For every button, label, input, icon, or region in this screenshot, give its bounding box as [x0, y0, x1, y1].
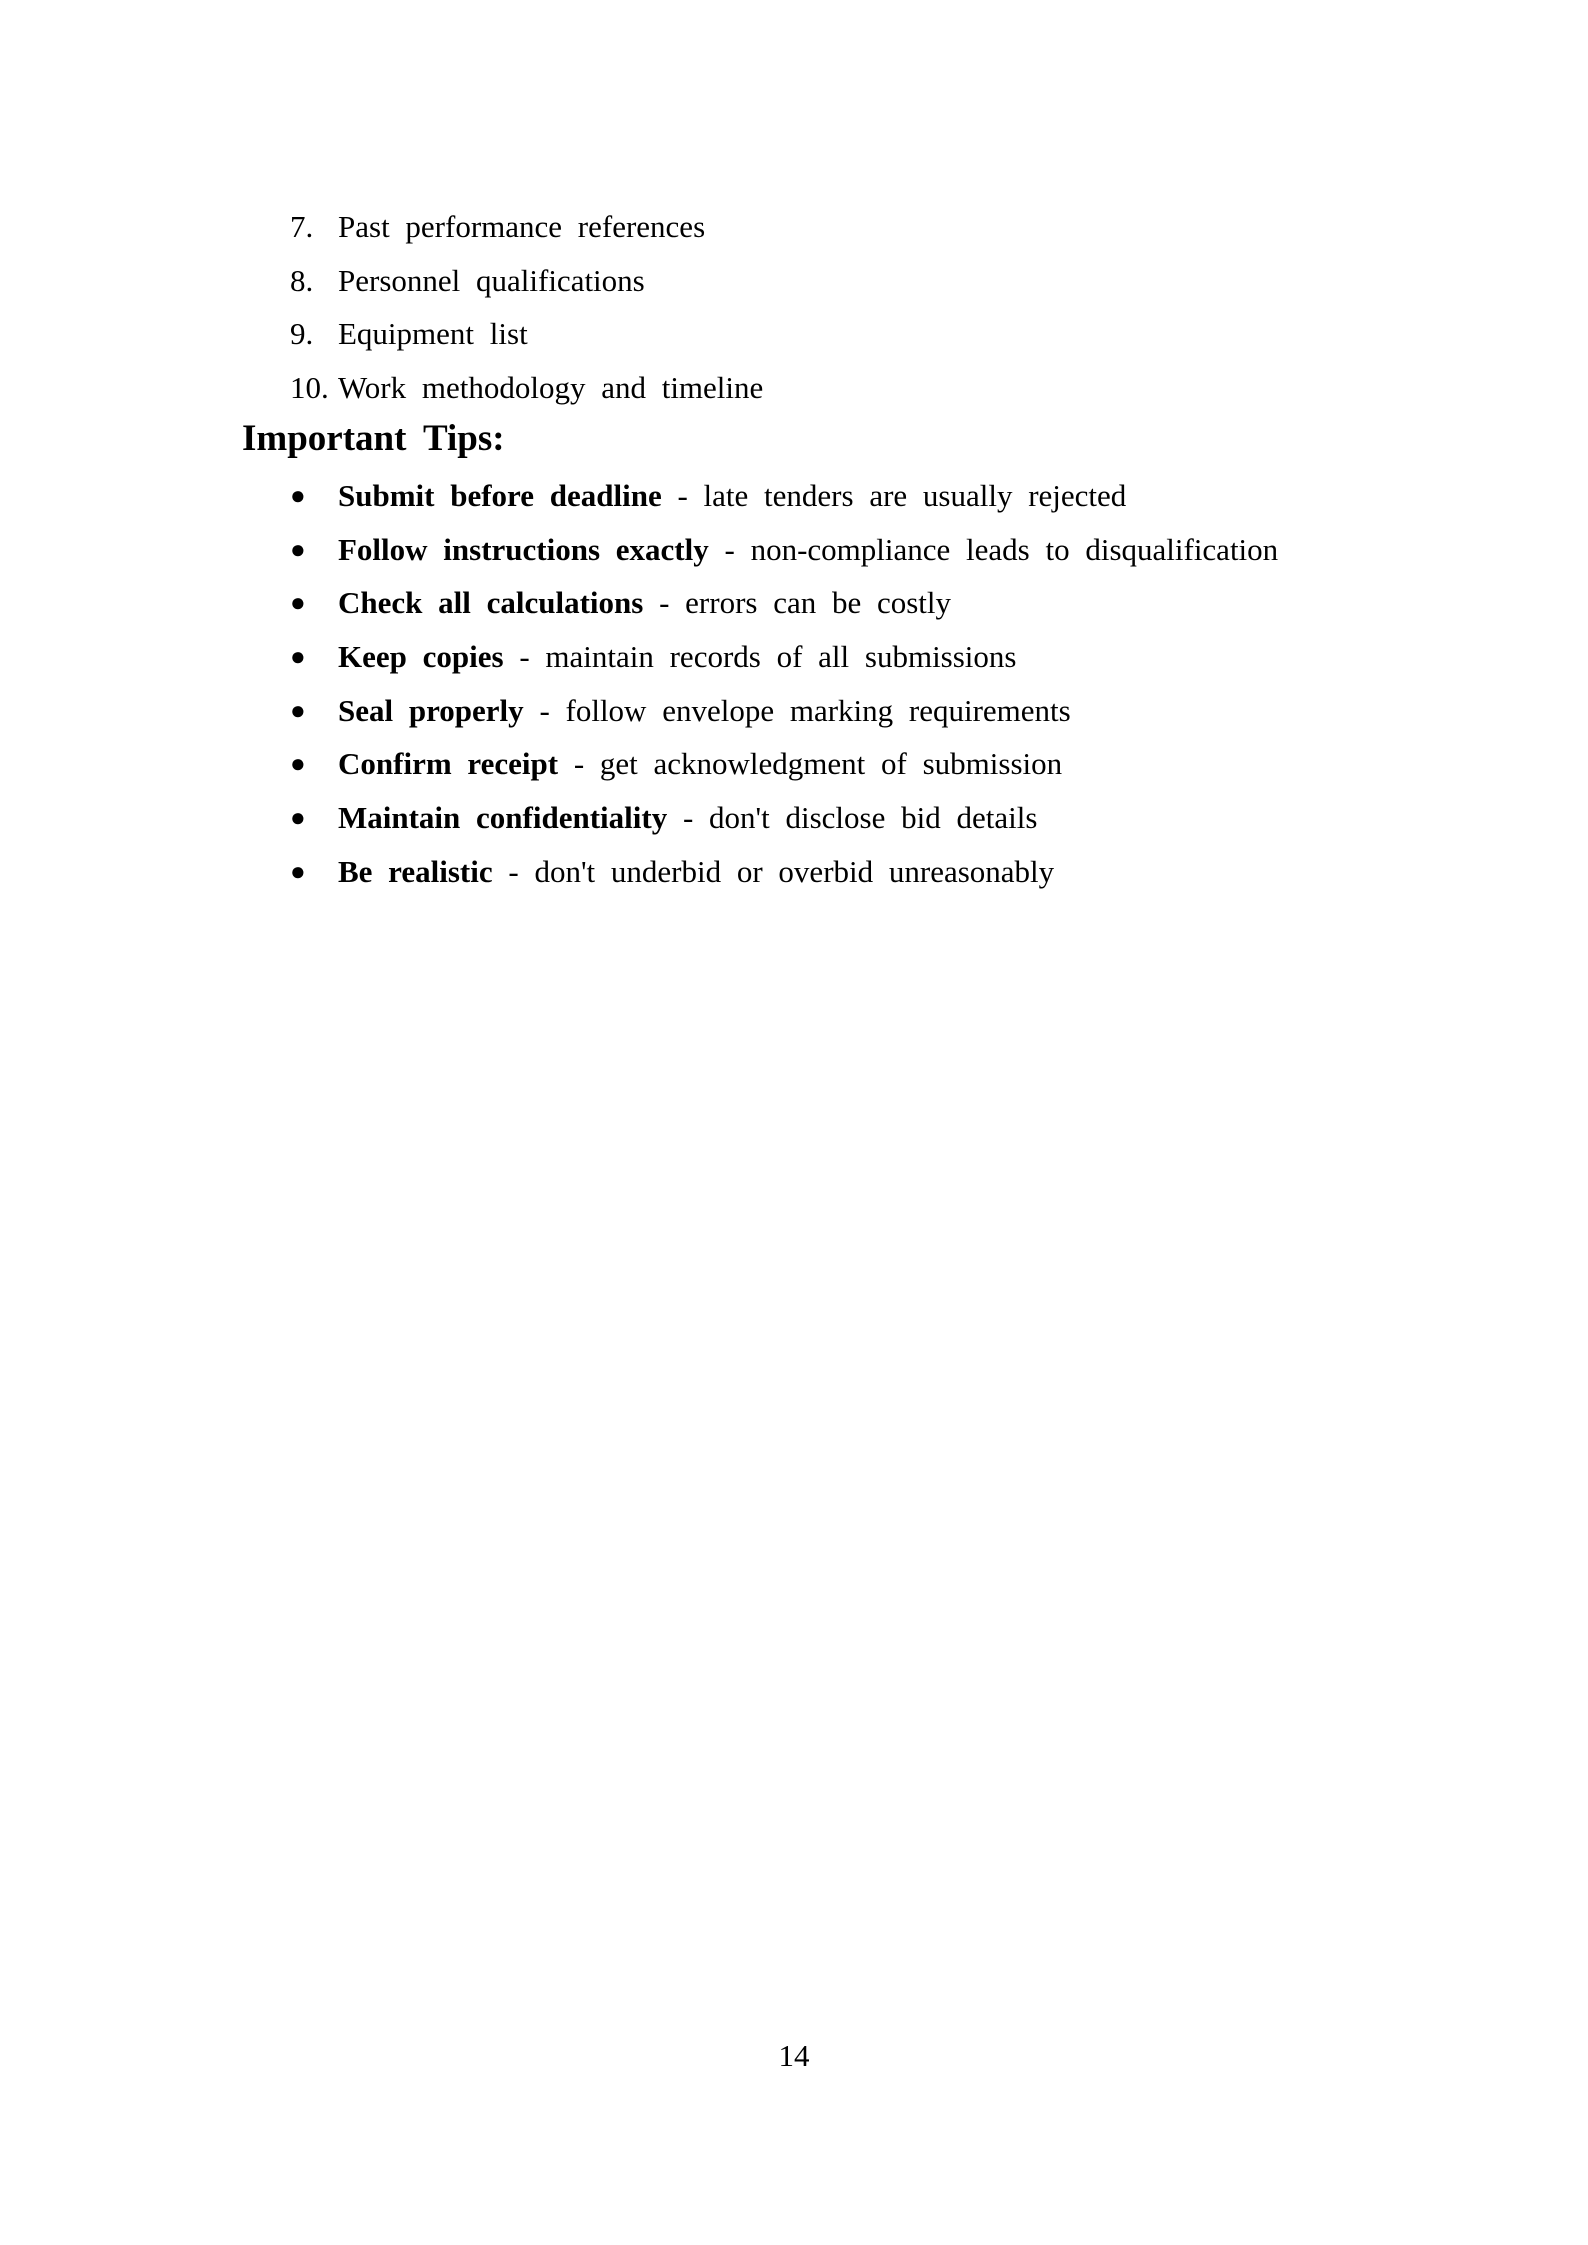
tip-text: - don't disclose bid details — [667, 800, 1038, 836]
list-item-number: 7. — [290, 209, 314, 244]
bullet-icon: ● — [290, 534, 306, 564]
tip-text: - get acknowledgment of submission — [558, 746, 1063, 782]
bullet-icon: ● — [290, 642, 306, 672]
bullet-icon: ● — [290, 481, 306, 510]
tip-text: - non-compliance leads to disqualification — [708, 531, 1279, 567]
bullet-icon: ● — [290, 856, 306, 886]
tip-item — [290, 528, 1278, 582]
list-item-number: 8. — [290, 262, 314, 298]
numbered-list — [290, 205, 763, 420]
tip-item — [290, 689, 1278, 743]
list-item-number: 10. — [290, 370, 329, 406]
tip-item — [290, 581, 1278, 635]
list-item-number: 9. — [290, 316, 314, 352]
tip-text: - maintain records of all submissions — [503, 639, 1017, 675]
bullet-icon: ● — [290, 695, 306, 725]
page-number: 14 — [778, 2038, 810, 2073]
tips-list — [290, 474, 1278, 904]
tip-bold-text: Keep copies — [338, 639, 504, 675]
section-heading-important-tips: Important Tips: — [242, 418, 505, 459]
list-item-text: Personnel qualifications — [338, 262, 645, 298]
list-item-text: Past performance references — [338, 209, 706, 244]
tip-text: - late tenders are usually rejected — [661, 478, 1127, 513]
list-item — [290, 312, 763, 366]
bullet-icon: ● — [290, 588, 306, 618]
tip-item — [290, 474, 1278, 528]
tip-bold-text: Check all calculations — [338, 585, 644, 621]
tip-item — [290, 796, 1278, 850]
tip-text: - errors can be costly — [643, 585, 952, 621]
list-item — [290, 366, 763, 420]
tip-bold-text: Confirm receipt — [338, 746, 559, 782]
list-item-text: Work methodology and timeline — [338, 370, 764, 406]
tip-text: - follow envelope marking requirements — [523, 692, 1071, 728]
list-item — [290, 259, 763, 313]
bullet-icon: ● — [290, 803, 306, 833]
tip-bold-text: Maintain confidentiality — [338, 800, 668, 836]
tip-item — [290, 850, 1278, 904]
tip-bold-text: Seal properly — [338, 692, 524, 728]
tip-bold-text: Submit before deadline — [338, 478, 662, 513]
list-item-text: Equipment list — [338, 316, 528, 352]
tip-item — [290, 635, 1278, 689]
tip-bold-text: Follow instructions exactly — [338, 531, 709, 567]
tip-bold-text: Be realistic — [338, 853, 493, 889]
bullet-icon: ● — [290, 749, 306, 779]
list-item — [290, 205, 763, 259]
tip-text: - don't underbid or overbid unreasonably — [492, 853, 1055, 889]
tip-item — [290, 742, 1278, 796]
